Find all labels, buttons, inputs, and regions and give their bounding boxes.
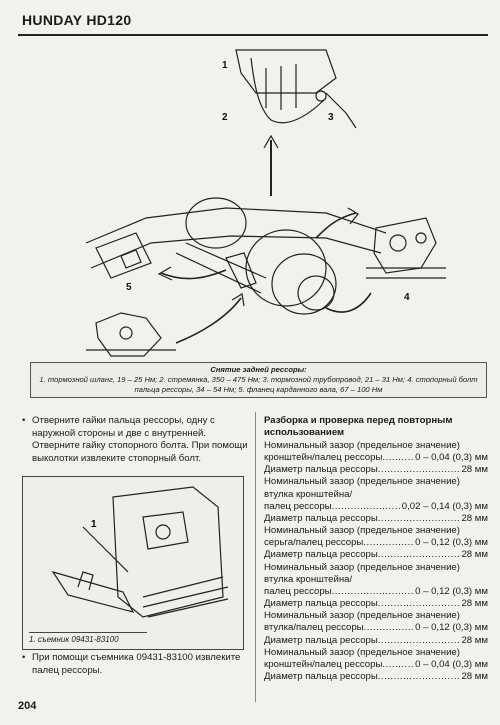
spec-text-line: Номинальный зазор (предельное значение) (264, 646, 460, 658)
spec-value: 28 мм (461, 464, 488, 476)
page-title: HUNDAY HD120 (22, 12, 132, 28)
spec-value: 28 мм (461, 634, 488, 646)
leader-dots (364, 622, 416, 634)
leader-dots (378, 513, 462, 525)
leader-dots (332, 501, 402, 513)
spec-value-row (264, 635, 488, 647)
spec-label: кронштейн/палец рессоры (264, 452, 383, 464)
column-divider (255, 412, 256, 702)
spec-value: 28 мм (461, 512, 488, 524)
spec-value: 0 – 0,04 (0,3) мм (415, 452, 488, 464)
spec-value-row (264, 671, 488, 683)
callout-4: 4 (404, 292, 410, 303)
spec-value-row (264, 501, 488, 513)
spec-value: 0 – 0,12 (0,3) мм (415, 622, 488, 634)
instruction-paragraph-1: • Отверните гайки пальца рессоры, одну с наружной стороны и две с внутренней. Отверните гайку стопорного болта. При помощи выколотки извлеките стопорный болт. (20, 415, 252, 465)
spec-list (264, 440, 488, 683)
spec-value: 0 – 0,04 (0,3) мм (415, 658, 488, 670)
spec-text-line: втулка кронштейна/ (264, 573, 353, 585)
left-column (20, 415, 252, 465)
spec-text-line: Номинальный зазор (предельное значение) (264, 440, 460, 451)
caption-line-1: 1. тормозной шланг, 19 – 25 Нм; 2. стремянка, 350 – 475 Нм; 3. тормозной трубопровод, 21 – 31 Нм; 4. стопорный болт (39, 375, 478, 384)
spec-label: Диаметр пальца рессоры (264, 634, 378, 646)
spec-label: Диаметр пальца рессоры (264, 512, 378, 524)
caption-line-2: пальца рессоры, 34 – 54 Нм; 5. фланец карданного вала, 67 – 100 Нм (134, 385, 383, 394)
callout-2: 2 (222, 112, 228, 123)
spec-value-row (264, 537, 488, 549)
spec-label: Диаметр пальца рессоры (264, 598, 378, 610)
callout-3: 3 (328, 112, 334, 123)
caption-title: Снятие задней рессоры: (210, 365, 307, 374)
leader-dots (378, 464, 462, 476)
spec-label: палец рессоры (264, 585, 332, 597)
inset-caption: 1. съемник 09431-83100 (29, 632, 147, 644)
leader-dots (378, 635, 462, 647)
spec-label: кронштейн/палец рессоры (264, 658, 383, 670)
puller-inset-figure (22, 476, 244, 650)
spec-value-row (264, 513, 488, 525)
spec-label: палец рессоры (264, 500, 332, 512)
spec-label: Диаметр пальца рессоры (264, 670, 378, 682)
leader-dots (382, 659, 415, 671)
spec-value: 28 мм (461, 598, 488, 610)
leader-dots (382, 452, 415, 464)
figure-caption (30, 362, 487, 398)
spec-value: 0 – 0,12 (0,3) мм (415, 537, 488, 549)
spec-label: серьга/палец рессоры (264, 537, 364, 549)
spec-value: 0,02 – 0,14 (0,3) мм (401, 500, 488, 512)
spec-text-line: Номинальный зазор (предельное значение) (264, 525, 460, 537)
spec-value-row (264, 452, 488, 464)
puller-illustration (23, 477, 243, 649)
spec-text-line: втулка кронштейна/ (264, 488, 353, 500)
callout-5: 5 (126, 282, 132, 293)
callout-1: 1 (222, 60, 228, 71)
spec-text-line: Номинальный зазор (предельное значение) (264, 476, 460, 488)
left-column-bottom (20, 652, 252, 677)
page-number: 204 (18, 700, 37, 712)
spec-label: Диаметр пальца рессоры (264, 464, 378, 476)
spec-value: 28 мм (461, 670, 488, 682)
right-column (264, 415, 488, 683)
spec-value-row (264, 622, 488, 634)
spec-value: 28 мм (461, 549, 488, 561)
spec-value-row (264, 549, 488, 561)
section-heading: Разборка и проверка перед повторным использованием (264, 415, 453, 438)
spec-label: Диаметр пальца рессоры (264, 549, 378, 561)
spec-value-row (264, 464, 488, 476)
spec-value-row (264, 598, 488, 610)
leader-dots (378, 598, 462, 610)
spec-text-line: Номинальный зазор (предельное значение) (264, 561, 460, 573)
leader-dots (378, 549, 462, 561)
spec-text-line: Номинальный зазор (предельное значение) (264, 610, 460, 622)
spec-label: втулка/палец рессоры (264, 622, 364, 634)
inset-callout-1: 1 (91, 519, 97, 530)
leader-dots (378, 671, 462, 683)
leader-dots (332, 586, 415, 598)
page-header (18, 10, 488, 36)
instruction-paragraph-2: • При помощи съемника 09431-83100 извлеките палец рессоры. (20, 652, 252, 677)
rear-spring-removal-illustration (26, 38, 496, 358)
spec-value-row (264, 586, 488, 598)
spec-value-row (264, 659, 488, 671)
leader-dots (363, 537, 415, 549)
spec-value: 0 – 0,12 (0,3) мм (415, 585, 488, 597)
